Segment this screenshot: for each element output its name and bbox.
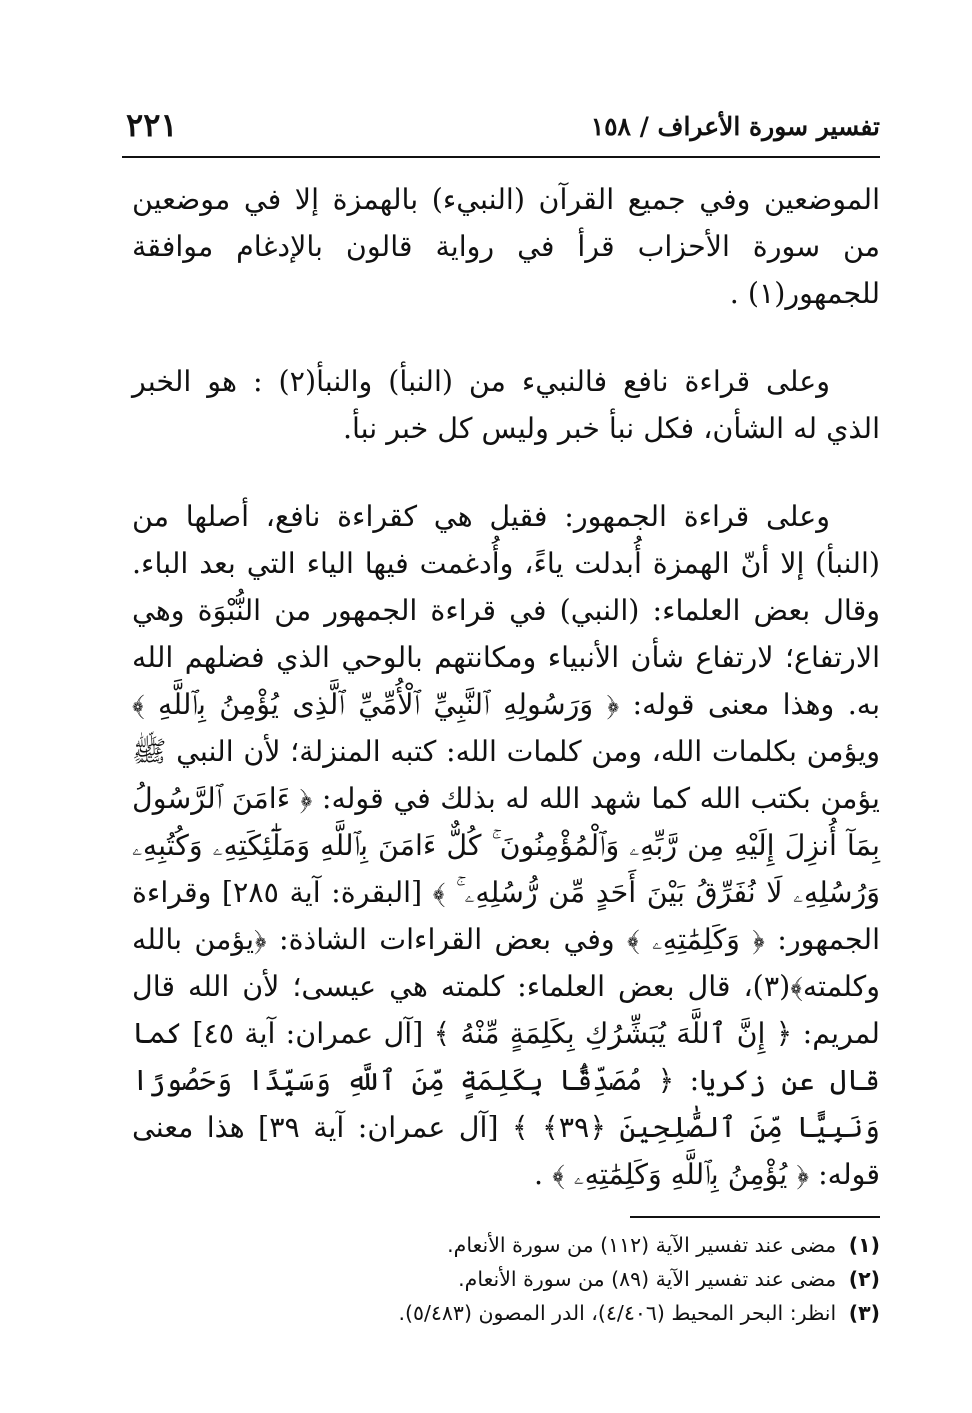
footnote-number: (١) [848,1233,880,1257]
footnotes [132,1228,880,1330]
running-title: تفسير سورة الأعراف / ١٥٨ [590,112,880,141]
page-number: ٢٢١ [126,106,178,144]
page-header [122,106,880,152]
footnote-item [132,1262,880,1296]
footnote-divider [630,1216,880,1218]
footnote-text: مضى عند تفسير الآية (١١٢) من سورة الأنعام. [447,1233,837,1257]
footnote-item [132,1296,880,1330]
footnote-text: مضى عند تفسير الآية (٨٩) من سورة الأنعام. [458,1267,837,1291]
paragraph-1: الموضعين وفي جميع القرآن (النبيء) بالهمزة إلا في موضعين من سورة الأحزاب قرأ في رواية قالون بالإدغام موافقة للجمهور(١) . [132,183,880,310]
footnote-item [132,1228,880,1262]
header-divider [122,156,880,158]
footnote-number: (٢) [848,1267,880,1291]
paragraph-3: وعلى قراءة الجمهور: فقيل هي كقراءة نافع، أصلها من (النبأ) إلا أنّ الهمزة أُبدلت ياءً، وأُدغمت فيها الياء التي بعد الباء. وقال بعض العلماء: (النبي) في قراءة الجمهور من النُّبْوَة وهي الارتفاع؛ لارتفاع شأن الأنبياء ومكانتهم بالوحي الذي فضلهم الله به. وهذا معنى قوله: ﴿ وَرَسُولِهِ ٱلنَّبِيِّ ٱلْأُمِّيِّ ٱلَّذِى يُؤْمِنُ بِٱللَّهِ ﴾ ويؤمن بكلمات الله، ومن كلمات الله: كتبه المنزلة؛ لأن النبي ﷺ يؤمن بكتب الله كما شهد الله له بذلك في قوله: ﴿ ءَامَنَ ٱلرَّسُولُ بِمَآ أُنزِلَ إِلَيْهِ مِن رَّبِّهِۦ وَٱلْمُؤْمِنُونَ ۚ كُلٌّ ءَامَنَ بِٱللَّهِ وَمَلَٰٓئِكَتِهِۦ وَكُتُبِهِۦ وَرُسُلِهِۦ لَا نُفَرِّقُ بَيْنَ أَحَدٍ مِّن رُّسُلِهِۦ ۚ ﴾ [البقرة: آية ٢٨٥] وقراءة الجمهور: ﴿ وَكَلِمَٰتِهِۦ ﴾ وفي بعض القراءات الشاذة: ﴿يؤمن بالله وكلمته﴾(٣)، قال بعض العلماء: كلمته هي عيسى؛ لأن الله قال لمريم: ﴿ إِنَّ ٱللَّهَ يُبَشِّرُكِ بِكَلِمَةٍ مِّنْهُ ﴾ [آل عمران: آية ٤٥] كما قال عن زكريا: ﴿ مُصَدِّقًۢا بِكَلِمَةٍ مِّنَ ٱللَّهِ وَسَيِّدًا وَحَصُورًا وَنَبِيًّا مِّنَ ٱلصَّٰلِحِينَ ﴿٣٩﴾ ﴾ [آل عمران: آية ٣٩] هذا معنى قوله: ﴿ يُؤْمِنُ بِٱللَّهِ وَكَلِمَٰتِهِۦ ﴾ . [132,500,881,1191]
paragraph-2: وعلى قراءة نافع فالنبيء من (النبأ) والنبأ(٢) : هو الخبر الذي له الشأن، فكل نبأ خبر وليس كل خبر نبأ. [132,365,880,445]
main-text [132,176,880,1198]
footnote-text: انظر: البحر المحيط (٤/٤٠٦)، الدر المصون (٥/٤٨٣). [398,1301,837,1325]
footnote-number: (٣) [848,1301,880,1325]
